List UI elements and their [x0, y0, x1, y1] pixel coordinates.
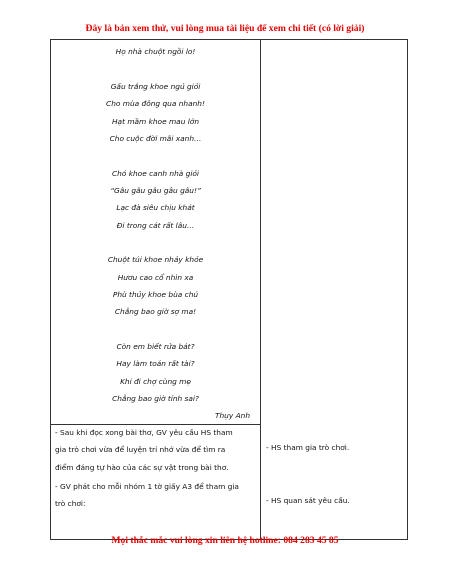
poem-line: Cho cuộc đời mãi xanh… — [109, 134, 202, 143]
poem-line: Hạt mầm khoe mau lớn — [111, 117, 199, 126]
poem-line: Họ nhà chuột ngồi lo! — [115, 47, 196, 56]
poem-line: Lạc đà siêu chịu khát — [116, 203, 195, 212]
poem-line: Hươu cao cổ nhìn xa — [117, 273, 194, 282]
teacher-activity-2 — [55, 478, 258, 513]
poem-line: Gấu trắng khoe ngủ giỏi — [110, 82, 201, 91]
teacher-activity-1 — [55, 424, 258, 476]
student-activity-2: - HS quan sát yêu cầu. — [266, 496, 350, 505]
hotline-notice: Mọi thắc mắc vui lòng xin liên hệ hotline: 084 283 45 85 — [111, 535, 339, 546]
preview-notice: Đây là bản xem thử, vui lòng mua tài liệu để xem chi tiết (có lời giải) — [85, 23, 365, 34]
poem-author: Thụy Anh — [214, 411, 250, 420]
poem-line: Khi đi chợ cùng mẹ — [120, 377, 191, 386]
poem-line: Phù thủy khoe bùa chú — [112, 290, 199, 299]
poem-line: Đi trong cát rất lâu… — [116, 221, 195, 230]
text-line: gia trò chơi vừa để luyện trí nhớ vừa để tìm ra — [55, 445, 226, 455]
poem-line: Chẳng bao giờ sợ ma! — [114, 307, 197, 316]
student-activity-1: - HS tham gia trò chơi. — [266, 443, 350, 452]
lesson-table — [50, 39, 408, 540]
text-line: - Sau khi đọc xong bài thơ, GV yêu cầu HS tham — [55, 428, 233, 437]
column-divider — [260, 40, 261, 539]
poem-line: “Gâu gâu gâu gâu gâu!” — [110, 186, 201, 195]
poem-line: Cho mùa đông qua nhanh! — [106, 99, 205, 108]
poem-line: Còn em biết rửa bát? — [116, 342, 195, 351]
text-line: điểm đáng tự hào của các sự vật trong bài thơ. — [55, 462, 229, 472]
text-line: - GV phát cho mỗi nhóm 1 tờ giấy A3 để tham gia — [55, 482, 239, 491]
text-line: trò chơi: — [55, 499, 86, 509]
poem-line: Chẳng bao giờ tính sai? — [112, 394, 199, 403]
poem-line: Hay làm toán rất tài? — [116, 359, 195, 368]
poem-line: Chuột túi khoe nhảy khỏe — [107, 255, 204, 264]
poem-line: Chó khoe canh nhà giỏi — [112, 169, 199, 178]
